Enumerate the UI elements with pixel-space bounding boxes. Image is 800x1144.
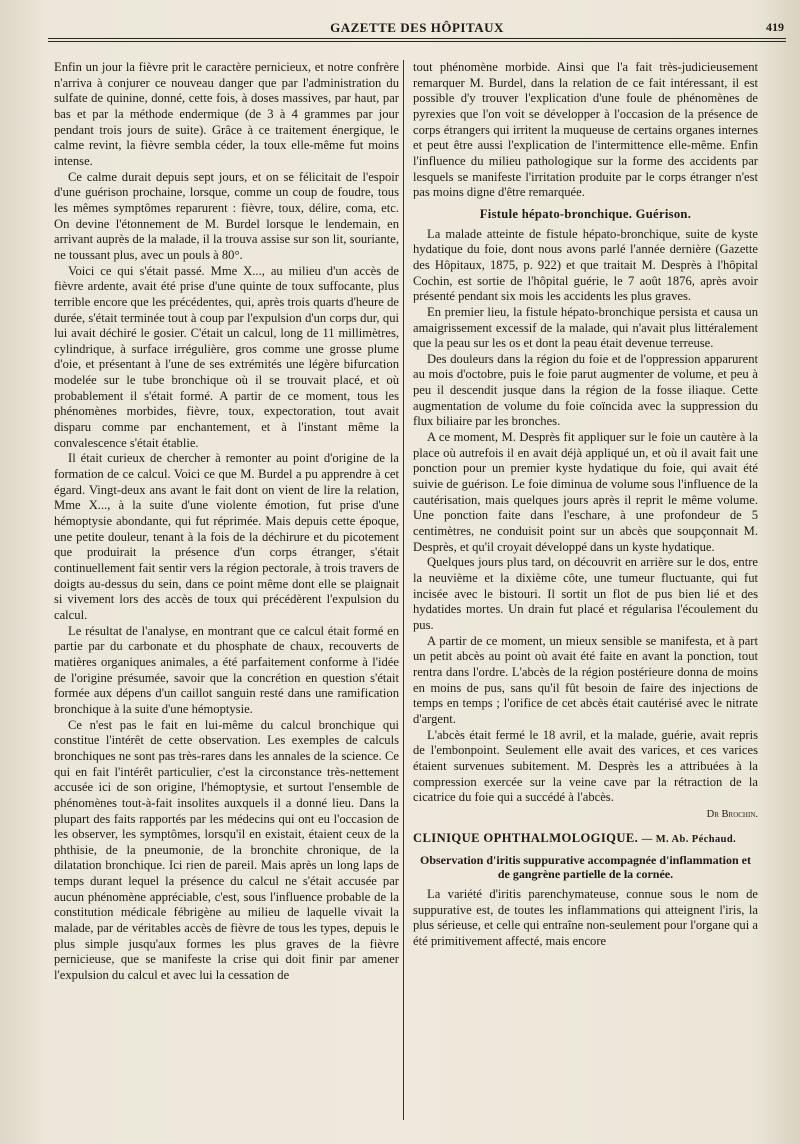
paragraph: A ce moment, M. Desprès fit appliquer sur le foie un cautère à la place où autrefois il en avait déjà appliqué un, et où il avait fait une ponction pour un premier kyste hydatique du foie, qui avait été suivie de guérison. Le foie diminua de volume sous l'influence de la cautérisation, mais quelques jours après il reprit le même volume. Une ponction faite dans l'eschare, à une profondeur de 5 centimètres, ne conduisit point sur un abcès que soupçonnait M. Desprès, et qu'il croyait développé dans un kyste hydatique. <box>413 430 758 554</box>
paragraph: La variété d'iritis parenchymateuse, connue sous le nom de suppurative est, de toutes les inflammations qui atteignent l'iris, la plus sérieuse, et celle qui entraîne non-seulement pour l'organe qui a été primitivement affecté, mais encore <box>413 887 758 949</box>
observation-title: Observation d'iritis suppurative accompagnée d'inflammation et de gangrène partielle de la cornée. <box>420 853 751 882</box>
clinic-title: CLINIQUE OPHTHALMOLOGIQUE. <box>413 830 639 845</box>
paragraph: Ce calme durait depuis sept jours, et on se félicitait de l'espoir d'une guérison prochaine, lorsque, comme un coup de foudre, tous les mêmes symptômes reparurent : fièvre, toux, délire, coma, etc. On devine l'étonnement de M. Burdel lorsque le lendemain, en arrivant auprès de la malade, il la trouva assise sur son lit, souriante, ne toussant plus, avec un pouls à 80°. <box>54 169 399 262</box>
paragraph: En premier lieu, la fistule hépato-bronchique persista et causa un amaigrissement excessif de la malade, qui n'avait plus littéralement que la peau sur les os et dont la peau était devenue terreuse. <box>413 304 758 351</box>
paragraph: Il était curieux de chercher à remonter au point d'origine de la formation de ce calcul. Voici ce que M. Burdel a pu apprendre à cet égard. Vingt-deux ans avant le fait dont on vient de lire la relation, Mme X..., à la suite d'une violente émotion, fut prise d'une hémoptysie abondante, qui fut réprimée. Mais depuis cette époque, une petite douleur, tenant à la fois de la déchirure et du picotement que produirait la présence d'un corps étranger, s'était continuellement fait sentir vers la région pectorale, à trois travers de doigts au-dessus du sein, dans ce point même dont elle se plaignait si vivement lors des accès de toux qui précédèrent l'expulsion du calcul. <box>54 451 399 622</box>
paragraph: A partir de ce moment, un mieux sensible se manifesta, et à part un petit abcès au point où avait été faite en avant la ponction, tout rentra dans l'ordre. L'abcès de la région postérieure donna de moins en moins de pus, sans qu'il fût besoin de faire des injections de temps en temps ; l'orifice de cet abcès était cautérisé avec le nitrate d'argent. <box>413 633 758 726</box>
clinic-author: — M. Ab. Péchaud. <box>641 833 737 845</box>
page-header <box>48 14 786 38</box>
paragraph: Ce n'est pas le fait en lui-même du calcul bronchique qui constitue l'intérêt de cette observation. Les exemples de calculs bronchiques ne sont pas très-rares dans les annales de la science. Ce qui en fait l'intérêt particulier, c'est la circonstance très-nettement accusée ici de son origine, l'hémoptysie, et surtout l'ensemble de phénomènes tout-à-fait insolites auxquels il a donné lieu. Dans la plupart des faits rapportés par les médecins qui ont eu l'occasion de les observer, les symptômes, lorsqu'il en existait, étaient ceux de la phthisie, de la pneumonie, de la bronchite chronique, de la dilatation bronchique. Ici rien de pareil. Mais après un long laps de temps durant lequel la présence du calcul ne s'était accusée par aucun phénomène appréciable, c'est, sous l'influence probable de la constitution médicale fébrigène au milieu de laquelle vivait la malade, par de véritables accès de fièvre de tous les types, depuis le plus simple jusqu'aux formes les plus graves de la fièvre pernicieuse, que se manifeste la crise qui doit finir par amener l'expulsion du calcul et avec lui la cessation de <box>54 717 399 983</box>
left-column <box>54 60 399 984</box>
author-signature: Dr Brochin. <box>706 808 758 820</box>
right-column <box>413 60 758 950</box>
header-rule <box>48 38 786 39</box>
paragraph: Des douleurs dans la région du foie et de l'oppression apparurent au mois d'octobre, puis le foie parut augmenter de volume, et peu à peu il descendit jusque dans la région de la fosse iliaque. Cette augmentation de volume du foie coïncida avec la suppression du flux biliaire par les bronches. <box>413 351 758 429</box>
paragraph: tout phénomène morbide. Ainsi que l'a fait très-judicieusement remarquer M. Burdel, dans la relation de ce fait intéressant, il est possible d'y trouver l'explication d'une foule de phénomènes de pyrexies que l'on voit se développer à l'occasion de la présence de corps étrangers qui irritent la muqueuse de certains organes internes et peut être aussi l'explication de l'intermittence elle-même. Enfin l'influence du milieu pathologique sur la forme des accidents par lesquels se manifeste l'irritation produite par le corps étranger n'est pas moins digne d'être remarquée. <box>413 60 758 200</box>
running-title: GAZETTE DES HÔPITAUX <box>330 20 504 35</box>
paragraph: Quelques jours plus tard, on découvrit en arrière sur le dos, entre la neuvième et la dixième côte, une tumeur fluctuante, qui fut incisée avec le bistouri. Il sortit un flot de pus bien lié et des hydatides mortes. Un drain fut placé et régularisa l'écoulement du pus. <box>413 555 758 632</box>
paragraph: La malade atteinte de fistule hépato-bronchique, suite de kyste hydatique du foie, dont nous avons parlé l'année dernière (Gazette des Hôpitaux, 1875, p. 922) et que traitait M. Desprès à l'hôpital Cochin, est sortie de l'hôpital guérie, le 7 août 1876, après avoir présenté pendant six mois les accidents les plus graves. <box>413 226 758 304</box>
page-number: 419 <box>766 20 784 34</box>
paragraph: Voici ce qui s'était passé. Mme X..., au milieu d'un accès de fièvre ardente, avait été prise d'une quinte de toux suffocante, plus terrible encore que les précédentes, qui, après trois quarts d'heure de durée, s'était terminée tout à coup par l'expulsion d'un corps dur, qui lui avait déchiré le gosier. C'était un calcul, long de 11 millimètres, cylindrique, à surface irrégulière, gros comme une grosse plume d'oie, et présentant à l'une de ses extrémités une légère bifurcation modelée sur le tube bronchique où il se trouvait placé, et où probablement il s'était formé. A partir de ce moment, tous les phénomènes morbides, fièvre, toux, expectoration, tout avait disparu comme par enchantement, et à l'instant même la convalescence s'était établie. <box>54 263 399 450</box>
header-rule-thin <box>48 41 786 42</box>
paragraph: L'abcès était fermé le 18 avril, et la malade, guérie, avait repris de l'embonpoint. Seulement elle avait des varices, et ces varices étaient survenues subitement. M. Desprès les a attribuées à la compression exercée sur la veine cave par la rétraction de la cicatrice du foie qui a succédé à l'abcès. <box>413 727 758 805</box>
clinic-heading <box>413 831 758 848</box>
section-title: Fistule hépato-bronchique. Guérison. <box>479 206 692 221</box>
paragraph: Enfin un jour la fièvre prit le caractère pernicieux, et notre confrère n'arriva à conjurer ce nouveau danger que par l'administration du sulfate de quinine, donné, cette fois, à doses massives, par haut, par bas et par la méthode endermique (de 3 à 4 grammes par jour pendant trois jours de suite). Grâce à ce traitement énergique, le calme revint, la fièvre sembla céder, la toux elle-même fut moins intense. <box>54 60 399 168</box>
column-divider <box>403 60 404 1120</box>
paragraph: Le résultat de l'analyse, en montrant que ce calcul était formé en partie par du carbonate et du phosphate de chaux, recouverts de matières organiques animales, a été parfaitement conforme à l'idée de l'origine présumée, savoir que la concrétion en question s'était formée aux dépens d'un caillot sanguin resté dans une ramification bronchique à la suite d'une hémoptysie. <box>54 623 399 716</box>
